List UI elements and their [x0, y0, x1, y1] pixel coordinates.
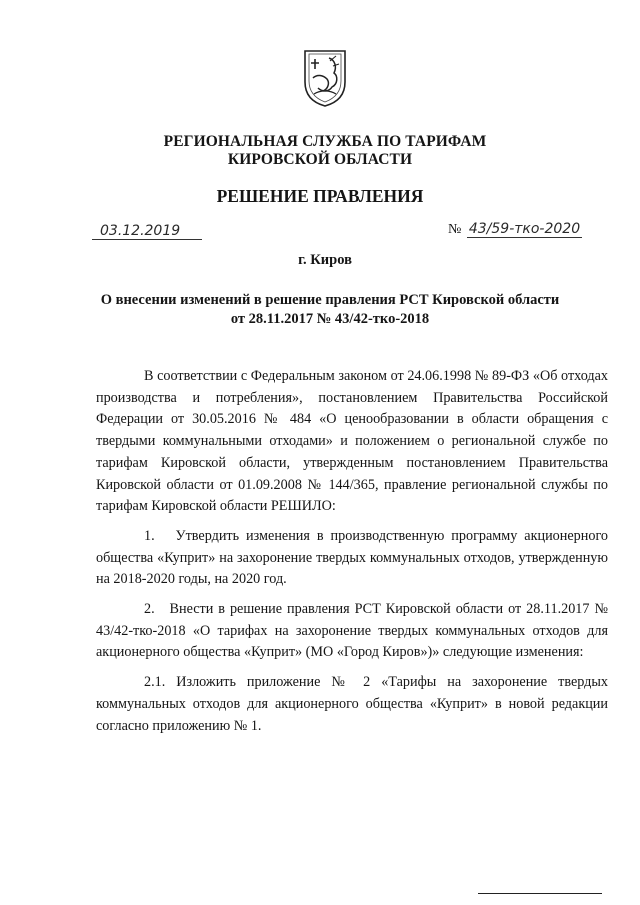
- city-name: г. Киров: [298, 252, 352, 268]
- number-sign: №: [448, 222, 462, 237]
- organization-name-line2: КИРОВСКОЙ ОБЛАСТИ: [227, 151, 413, 168]
- document-type-title: РЕШЕНИЕ ПРАВЛЕНИЯ: [216, 186, 424, 206]
- item-1-paragraph: 1. Утвердить изменения в производственную программу акционерного общества «Куприт» на захоронение твердых коммунальных отходов, утвержденную на 2018-2020 годы, на 2020 год.: [96, 527, 608, 588]
- document-body: [96, 366, 608, 737]
- document-subject: О внесении изменений в решение правления РСТ Кировской области от 28.11.2017 № 43/42-тко-2018: [100, 292, 560, 327]
- item-2-1-paragraph: 2.1. Изложить приложение № 2 «Тарифы на захоронение твердых коммунальных отходов для акционерного общества «Куприт» в новой редакции согласно приложению № 1.: [96, 674, 608, 734]
- organization-name-line1: РЕГИОНАЛЬНАЯ СЛУЖБА ПО ТАРИФАМ: [163, 133, 487, 150]
- decision-date: 03.12.2019: [92, 223, 202, 240]
- coat-of-arms-icon: [302, 48, 348, 108]
- footer-rule: [478, 893, 602, 894]
- decision-number: 43/59-тко-2020: [468, 221, 581, 237]
- item-2-paragraph: 2. Внести в решение правления РСТ Кировской области от 28.11.2017 № 43/42-тко-2018 «О тарифах на захоронение твердых коммунальных отходов для акционерного общества «Куприт» (МО «Город Киров»)» следующие изменения:: [96, 601, 608, 661]
- preamble-paragraph: В соответствии с Федеральным законом от 24.06.1998 № 89-ФЗ «Об отходах производства и потребления», постановлением Правительства Российской Федерации от 30.05.2016 № 484 «О ценообразовании в области обращения с твердыми коммунальными отходами» и положением о региональной службе по тарифам Кировской области, утвержденным постановлением Правительства Кировской области от 01.09.2008 № 144/365, правление региональной службы по тарифам Кировской области РЕШИЛО:: [96, 368, 608, 515]
- decision-number-line: [448, 221, 582, 238]
